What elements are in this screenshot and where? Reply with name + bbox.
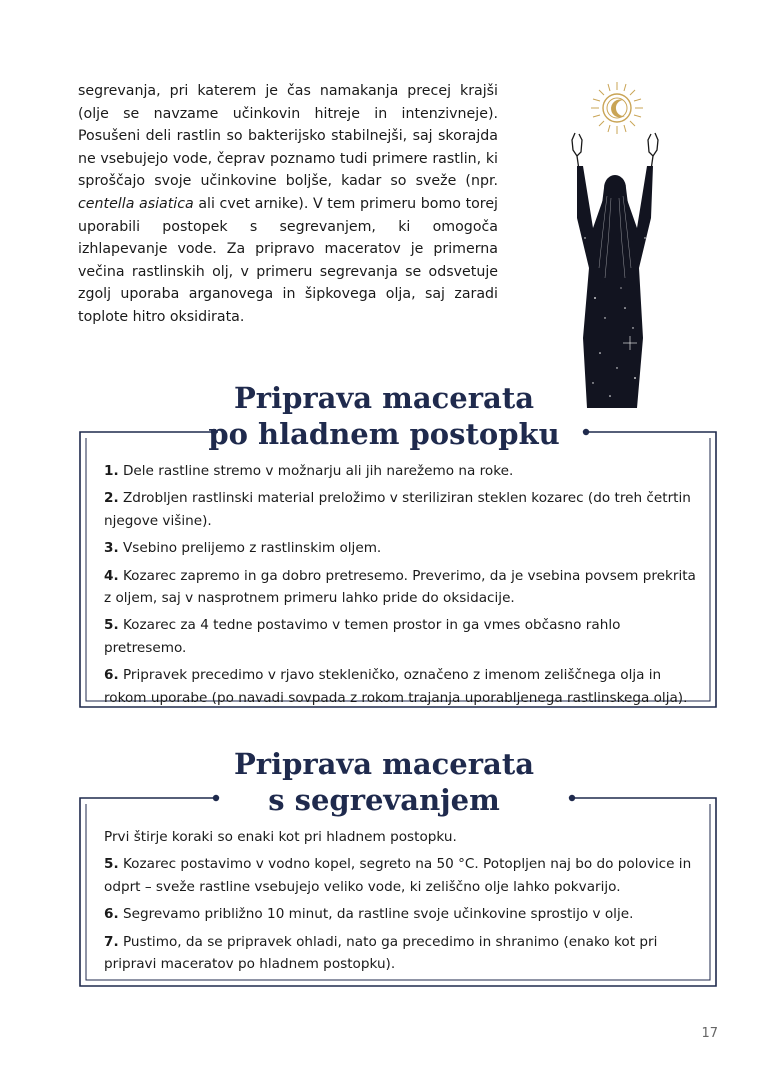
cold-step-3: 3. Vsebino prelijemo z rastlinskim oljem. xyxy=(104,540,382,557)
cold-process-steps xyxy=(104,460,696,714)
cold-step-2: 2. Zdrobljen rastlinski material preložimo v steriliziran steklen kozarec (do treh četrtin njegove višine). xyxy=(104,490,691,529)
cold-step-6: 6. Pripravek precedimo v rjavo stekleničko, označeno z imenom zeliščnega olja in rokom uporabe (po navadi sovpada z rokom trajanja uporabljenega rastlinskega olja). xyxy=(104,667,688,706)
heat-step-5: 5. Kozarec postavimo v vodno kopel, segreto na 50 °C. Potopljen naj bo do polovice in odprt – sveže rastline vsebujejo veliko vode, ki zeliščno olje lahko pokvarijo. xyxy=(104,856,692,895)
cold-step-1: 1. Dele rastline stremo v možnarju ali jih narežemo na roke. xyxy=(104,463,514,479)
page-number: 17 xyxy=(701,1026,718,1041)
heat-process-title-line2: s segrevanjem xyxy=(268,783,500,817)
cold-process-heading xyxy=(0,380,768,452)
heat-process-heading xyxy=(0,746,768,818)
cold-process-title-line2: po hladnem postopku xyxy=(208,417,560,451)
heat-intro: Prvi štirje koraki so enaki kot pri hladnem postopku. xyxy=(104,829,457,845)
heat-process-steps xyxy=(104,826,696,980)
heat-process-title-line1: Priprava macerata xyxy=(233,747,535,781)
cold-step-5: 5. Kozarec za 4 tedne postavimo v temen prostor in ga vmes občasno rahlo pretresemo. xyxy=(104,617,621,656)
cold-step-4: 4. Kozarec zapremo in ga dobro pretresemo. Preverimo, da je vsebina povsem prekrita z oljem, saj v nasprotnem primeru lahko pride do oksidacije. xyxy=(104,567,696,607)
intro-text-end: ali cvet arnike). V tem primeru bomo torej uporabili postopek s segrevanjem, ki omogoča izhlapevanje vode. Za pripravo maceratov je primerna večina rastlinskih olj, v primeru segrevanja se odsvetuje zgolj uporaba arganovega in šipkovega olja, saj zaradi toplote hitro oksidirata. xyxy=(78,195,498,325)
heat-step-7: 7. Pustimo, da se pripravek ohladi, nato ga precedimo in shranimo (enako kot pri pripravi maceratov po hladnem postopku). xyxy=(104,933,658,973)
intro-italic-term: centella asiatica xyxy=(78,195,194,212)
intro-text-start: segrevanja, pri katerem je čas namakanja precej krajši (olje se navzame učinkovin hitreje in intenzivneje). Posušeni deli rastlin so bakterijsko stabilnejši, saj skorajda ne vsebujejo vode, čeprav poznamo tudi primere rastlin, ki sproščajo svoje učinkovine boljše, kadar so sveže (npr. xyxy=(78,83,498,190)
heat-step-6: 6. Segrevamo približno 10 minut, da rastline svoje učinkovine sprostijo v olje. xyxy=(104,906,634,923)
cold-process-title-line1: Priprava macerata xyxy=(233,381,535,415)
